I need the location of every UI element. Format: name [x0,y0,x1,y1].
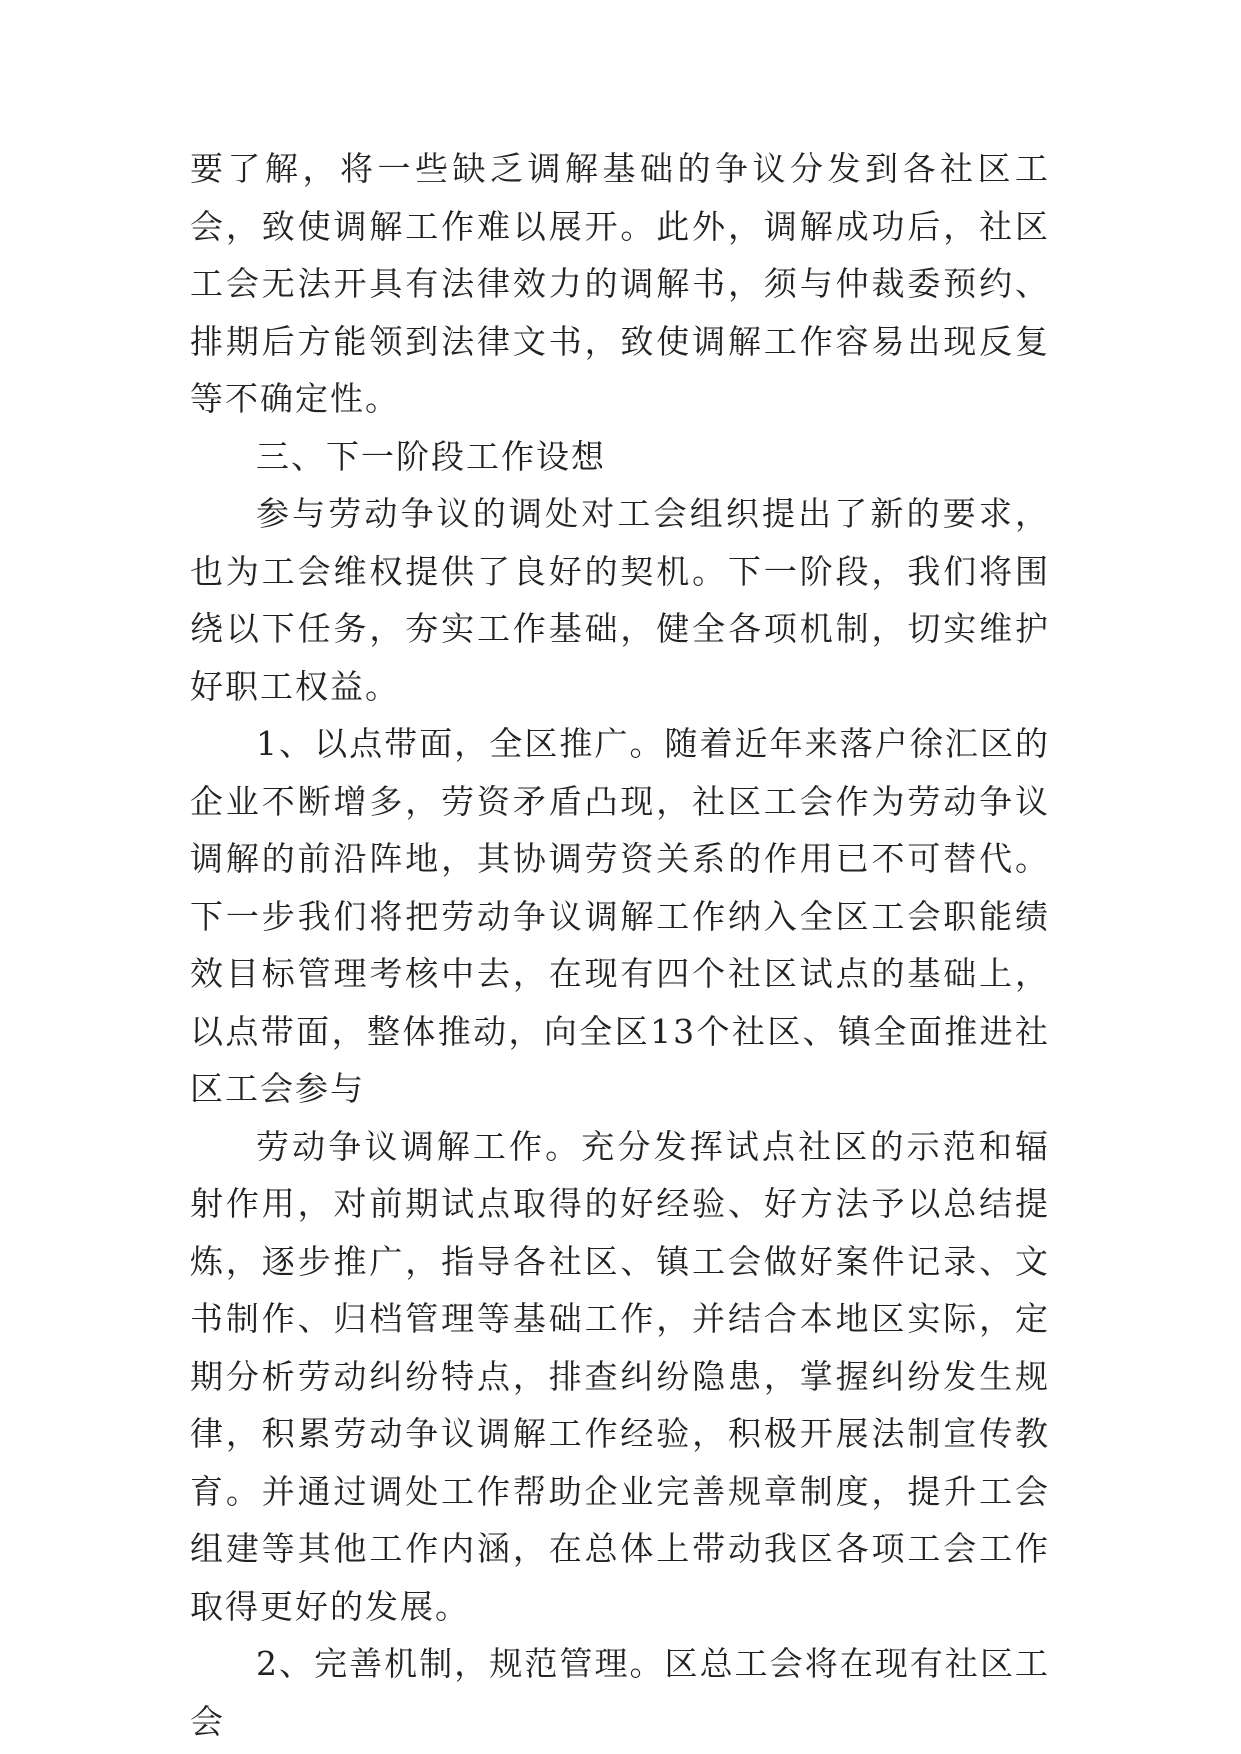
paragraph-continued: 要了解，将一些缺乏调解基础的争议分发到各社区工会，致使调解工作难以展开。此外，调解成功后，社区工会无法开具有法律效力的调解书，须与仲裁委预约、排期后方能领到法律文书，致使调解工作容易出现反复等不确定性。 [190,149,1050,418]
paragraph-item-1: 1、以点带面，全区推广。随着近年来落户徐汇区的企业不断增多，劳资矛盾凸现，社区工会作为劳动争议调解的前沿阵地，其协调劳资关系的作用已不可替代。下一步我们将把劳动争议调解工作纳入全区工会职能绩效目标管理考核中去，在现有四个社区试点的基础上，以点带面，整体推动，向全区13个社区、镇全面推进社区工会参与 [190,724,1050,1108]
paragraph-item-1-continued: 劳动争议调解工作。充分发挥试点社区的示范和辐射作用，对前期试点取得的好经验、好方法予以总结提炼，逐步推广，指导各社区、镇工会做好案件记录、文书制作、归档管理等基础工作，并结合本地区实际，定期分析劳动纠纷特点，排查纠纷隐患，掌握纠纷发生规律，积累劳动争议调解工作经验，积极开展法制宣传教育。并通过调处工作帮助企业完善规章制度，提升工会组建等其他工作内涵，在总体上带动我区各项工会工作取得更好的发展。 [190,1126,1050,1626]
paragraph-intro: 参与劳动争议的调处对工会组织提出了新的要求，也为工会维权提供了良好的契机。下一阶段，我们将围绕以下任务，夯实工作基础，健全各项机制，切实维护好职工权益。 [190,494,1050,706]
document-body [190,140,1050,1750]
section-heading: 三、下一阶段工作设想 [256,436,606,476]
paragraph-item-2: 2、完善机制，规范管理。区总工会将在现有社区工会 [190,1644,1050,1741]
